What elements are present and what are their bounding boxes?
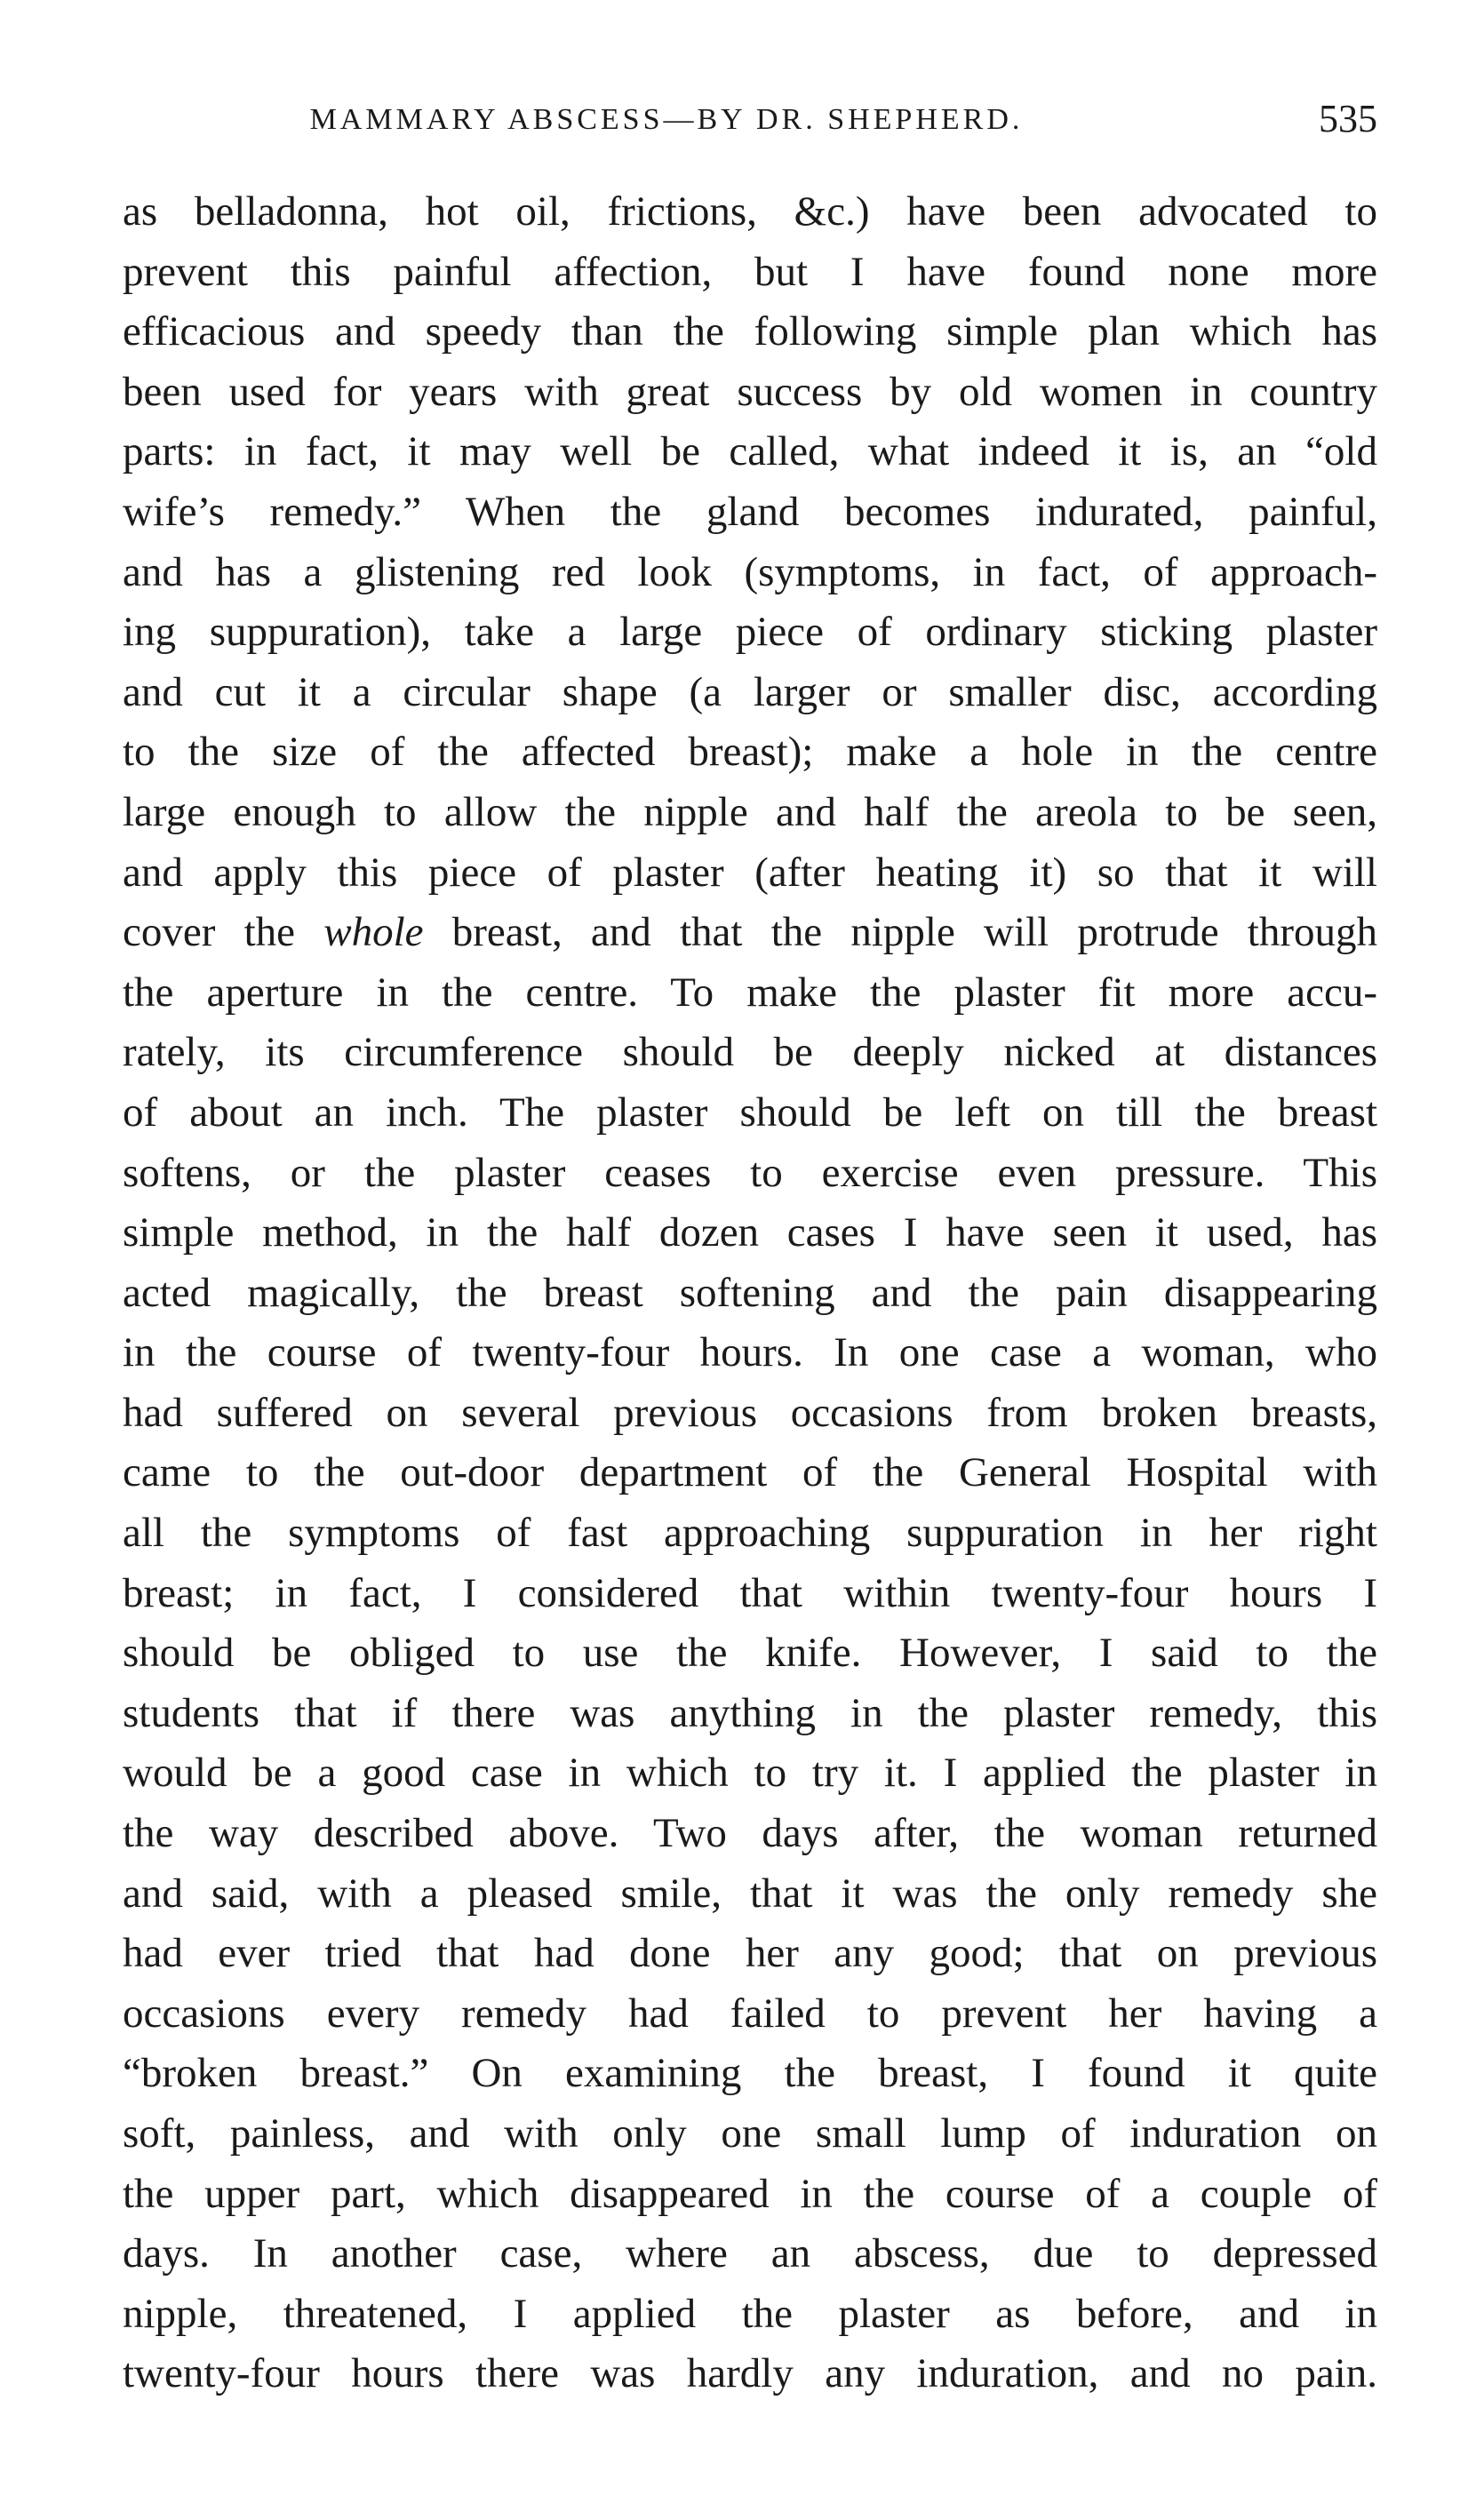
- text-line: [123, 903, 1377, 963]
- text-line: as belladonna, hot oil, frictions, &c.) have been advocated to: [123, 188, 1377, 235]
- running-title: MAMMARY ABSCESS—BY DR. SHEPHERD.: [309, 103, 1024, 136]
- text-line: and apply this piece of plaster (after heating it) so that it will: [123, 849, 1377, 896]
- text-line: breast; in fact, I considered that within twenty-four hours I: [123, 1569, 1377, 1616]
- text-line: the aperture in the centre. To make the plaster fit more accu-: [123, 969, 1377, 1016]
- text-line: the upper part, which disappeared in the course of a couple of: [123, 2170, 1377, 2217]
- text-line: in the course of twenty-four hours. In one case a woman, who: [123, 1329, 1377, 1376]
- text-line: ing suppuration), take a large piece of ordinary sticking plaster: [123, 609, 1377, 656]
- text-line: acted magically, the breast softening and the pain disappearing: [123, 1269, 1377, 1316]
- text-line: parts: in fact, it may well be called, what indeed it is, an “old: [123, 428, 1377, 475]
- text-line: occasions every remedy had failed to prevent her having a: [123, 1990, 1377, 2037]
- text-line: to the size of the affected breast); make a hole in the centre: [123, 729, 1377, 776]
- text-line: efficacious and speedy than the following simple plan which has: [123, 308, 1377, 355]
- page-number: 535: [1319, 97, 1377, 140]
- text-line: and said, with a pleased smile, that it was the only remedy she: [123, 1870, 1377, 1917]
- text-line: wife’s remedy.” When the gland becomes indurated, painful,: [123, 488, 1377, 535]
- body-paragraph: [123, 182, 1377, 2404]
- text-line: had suffered on several previous occasions from broken breasts,: [123, 1389, 1377, 1436]
- text-line: prevent this painful affection, but I have found none more: [123, 248, 1377, 295]
- text-line: been used for years with great success by old women in country: [123, 368, 1377, 415]
- text-line: should be obliged to use the knife. However, I said to the: [123, 1630, 1377, 1677]
- text-line: and has a glistening red look (symptoms, in fact, of approach-: [123, 548, 1377, 595]
- text-line: of about an inch. The plaster should be left on till the breast: [123, 1089, 1377, 1136]
- text-line: the way described above. Two days after, the woman returned: [123, 1810, 1377, 1857]
- text-line: students that if there was anything in the plaster remedy, this: [123, 1689, 1377, 1736]
- text-line: and cut it a circular shape (a larger or smaller disc, according: [123, 668, 1377, 715]
- text-line: simple method, in the half dozen cases I have seen it used, has: [123, 1209, 1377, 1256]
- text-line: large enough to allow the nipple and half the areola to be seen,: [123, 788, 1377, 835]
- text-segment: breast, and that the nipple will protrude through: [423, 909, 1377, 956]
- text-line: softens, or the plaster ceases to exercise even pressure. This: [123, 1149, 1377, 1196]
- text-line: rately, its circumference should be deeply nicked at distances: [123, 1029, 1377, 1076]
- text-line: all the symptoms of fast approaching suppuration in her right: [123, 1510, 1377, 1557]
- text-line: soft, painless, and with only one small lump of induration on: [123, 2110, 1377, 2157]
- text-line: came to the out-door department of the General Hospital with: [123, 1449, 1377, 1496]
- text-line: nipple, threatened, I applied the plaster as before, and in: [123, 2290, 1377, 2337]
- text-segment: cover the: [123, 909, 324, 956]
- italic-emphasis: whole: [323, 909, 424, 956]
- running-header: [0, 96, 1484, 140]
- text-line: “broken breast.” On examining the breast, I found it quite: [123, 2050, 1377, 2097]
- text-line: days. In another case, where an abscess, due to depressed: [123, 2230, 1377, 2277]
- text-line: would be a good case in which to try it. I applied the plaster in: [123, 1750, 1377, 1797]
- text-line: had ever tried that had done her any good; that on previous: [123, 1930, 1377, 1977]
- text-line: twenty-four hours there was hardly any induration, and no pain.: [123, 2350, 1377, 2397]
